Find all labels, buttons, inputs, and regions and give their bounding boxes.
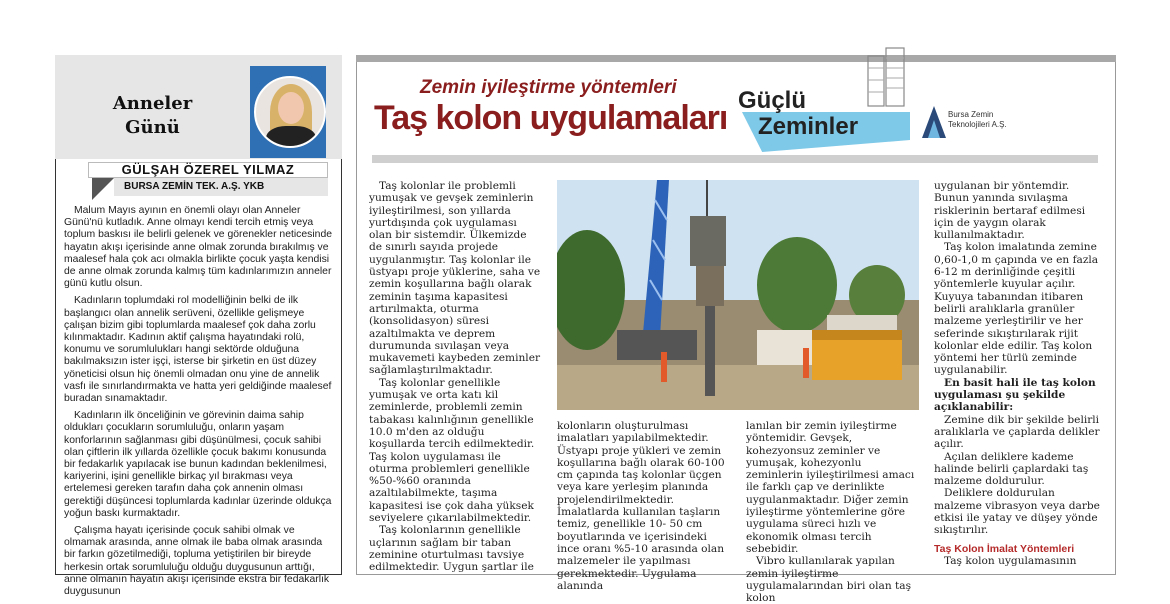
article-paragraph: Taş kolonlar ile problemli yumuşak ve gevşek zeminlerin iyileştirilmesi, son yıllarda yurtdışında çok uygulaması olan bir sistemdir. Ülkemizde de sınırlı sayıda projede uygulanmıştır. Taş kolonlar ile üstyapı proje yüklerine, saha ve zemin koşullarına bağlı olarak zeminin taşıma kapasitesi artırılmakta, oturma (konsolidasyon) süresi azaltılmakta ve deprem durumunda sıvılaşan veya mukavemeti kaybeden zeminler sağlamlaştırılmaktadır. (369, 180, 541, 377)
article-subheading: Taş Kolon İmalat Yöntemleri (934, 542, 1075, 555)
article-top-strip (356, 55, 1116, 62)
author-name: GÜLŞAH ÖZEREL YILMAZ (121, 162, 295, 177)
column-paragraph: Çalışma hayatı içerisinde çocuk sahibi olmak ve olmamak arasında, anne olmak ile baba olmak arasında bir farkın gözetilmediği, topluma yetiştirilen bir bireyde herkesin ortak sorumluluğu olduğu duygusunun arttığı, anne olmanın hayatın akışı içerisinde ekstra bir fedakarlık duygusunun (64, 525, 330, 598)
brand-logo (738, 88, 858, 140)
article-paragraph: kolonların oluşturulması imalatları yapılabilmektedir. Üstyapı proje yükleri ve zemin koşullarına bağlı olarak 60-100 cm çapında taş kolonlar üçgen veya kare yerleşim planında projelendirilmektedir. İmalatlarda kullanılan taşların temiz, genellikle 10- 50 cm boyutlarında ve içerisindeki ince oranı %5-10 arasında olan malzemeler ile yapılması gerekmektedir. Uygulama alanında (557, 420, 725, 592)
company-name (948, 110, 1007, 130)
article-kicker: Zemin iyileştirme yöntemleri (420, 77, 677, 98)
article-paragraph: Taş kolon imalatında zemine 0,60-1,0 m çapında ve en fazla 6-12 m derinliğinde çeşitli yöntemlerle kuyular açılır. Kuyuya tabanından itibaren belirli aralıklarla granüler malzeme yerleştirilir ve her seferinde sıkıştırılarak rijit kolonlar elde edilir. Taş kolon yöntemi her türlü zeminde uygulanabilir. (934, 241, 1099, 377)
article-paragraph: Taş kolonlar genellikle yumuşak ve orta katı kil zeminlerde, problemli zemin tabakası kalınlığının genellikle 10.0 m'den az olduğu koşullarda tercih edilmektedir. Taş kolon uygulaması ile oturma problemleri genellikle %50-%60 oranında azaltılabilmekte, taşıma kapasitesi ise çok daha yüksek seviyelere çıkarılabilmektedir. (369, 376, 535, 525)
article-column-1 (369, 180, 541, 574)
company-name-line2: Teknolojileri A.Ş. (948, 120, 1007, 129)
brand-line2: Zeminler (758, 113, 859, 140)
column-title (110, 92, 195, 140)
building-icon (862, 46, 912, 108)
brand-line1: Güçlü (738, 87, 807, 114)
article-paragraph: Açılan deliklere kademe halinde belirli çaplardaki taş malzeme doldurulur. (934, 450, 1089, 488)
article-paragraph: Taş kolon uygulamasının (944, 554, 1077, 567)
article-paragraph: Taş kolonlarının genellikle uçlarının sağlam bir taban zeminine oturtulması tavsiye edilmektedir. Uygun şartlar ile (369, 524, 534, 574)
article-paragraph: Vibro kullanılarak yapılan zemin iyileştirme uygulamalarından biri olan taş kolon (746, 555, 912, 604)
column-paragraph: Kadınların toplumdaki rol modelliğinin belki de ilk başlangıcı olan annelik serüveni, özellikle gelişmeye çalışan bizim gibi toplumlarda maalesef çok daha zorlu kılınmaktadır. Kadının aktif çalışma hayatındaki rolü, konumu ve sorumlulukları hangi sektörde olduğuna bakılmaksızın ister işçi, isterse bir şirketin en üst düzey yöneticisi olsun hiç önemli olmadan onu yine de annelik vasfı ile sınırlandırmakta ve hatta yeri geldiğinde maalesef buradan sınamaktadır. (64, 295, 332, 405)
article-headline: Taş kolon uygulamaları (374, 99, 728, 137)
column-paragraph: Malum Mayıs ayının en önemli olayı olan Anneler Günü'nü kutladık. Anne olmayı kendi tercih etmiş veya toplum baskısı ile belirli gelenek ve görenekler neticesinde hayatın akışı içerisinde anne olmak zorunda bırakılmış ve maalesef hala çok acı olmakla birlikte çocuk yaşta kendisi de anne olmak zorunda kalmış tüm kadınlarımızın anneler günü kutlu olsun. (64, 205, 332, 290)
column-body (64, 205, 334, 603)
article-paragraph: Zemine dik bir şekilde belirli aralıklarla ve çaplarda delikler açılır. (934, 413, 1100, 451)
article-column-4 (934, 180, 1106, 567)
author-photo (250, 66, 326, 158)
article-column-3 (746, 420, 918, 604)
column-title-line1: Anneler (112, 93, 193, 114)
byline-triangle (92, 178, 114, 200)
column-title-line2: Günü (125, 117, 180, 138)
company-name-line1: Bursa Zemin (948, 110, 994, 119)
construction-site-photo (557, 180, 919, 410)
header-divider (372, 155, 1098, 163)
article-bold-paragraph: En basit hali ile taş kolon uygulaması şu şekilde açıklanabilir: (934, 376, 1096, 414)
column-paragraph: Kadınların ilk önceliğinin ve görevinin daima sahip oldukları çocukların sorumluluğu, onların yaşam konforlarının sağlanması gibi düşünülmesi, çocuk sahibi olan çiftlerin ilk yıllarda özellikle çocuk bakımı konusunda bir fedakarlık yapılacak ise bunun kadından beklenilmesi, kariyerini, işini genellikle birkaç yıl bırakması veya ertelemesi gereken tarafın daha çok annenin olması gerektiği düşüncesi toplumlarda kadınlar üzerinde oldukça yoğun baskı kurmaktadır. (64, 410, 332, 519)
article-column-2 (557, 420, 731, 592)
article-paragraph: lanılan bir zemin iyileştirme yöntemidir. Gevşek, kohezyonsuz zeminler ve yumuşak, kohezyonlu zeminlerin iyileştirilmesi amacı ile farklı çap ve derinlikte uygulanmaktadır. Diğer zemin iyileştirme yöntemlerine göre uygulama süreci hızlı ve ekonomik olması tercih sebebidir. (746, 420, 915, 555)
article-paragraph: uygulanan bir yöntemdir. Bunun yanında sıvılaşma risklerinin bertaraf edilmesi için de yaygın olarak kullanılmaktadır. (934, 180, 1086, 242)
article-paragraph: Deliklere doldurulan malzeme vibrasyon veya darbe etkisi ile yatay ve düşey yönde sıkıştırılır. (934, 487, 1100, 537)
author-role: BURSA ZEMİN TEK. A.Ş. YKB (124, 181, 265, 192)
